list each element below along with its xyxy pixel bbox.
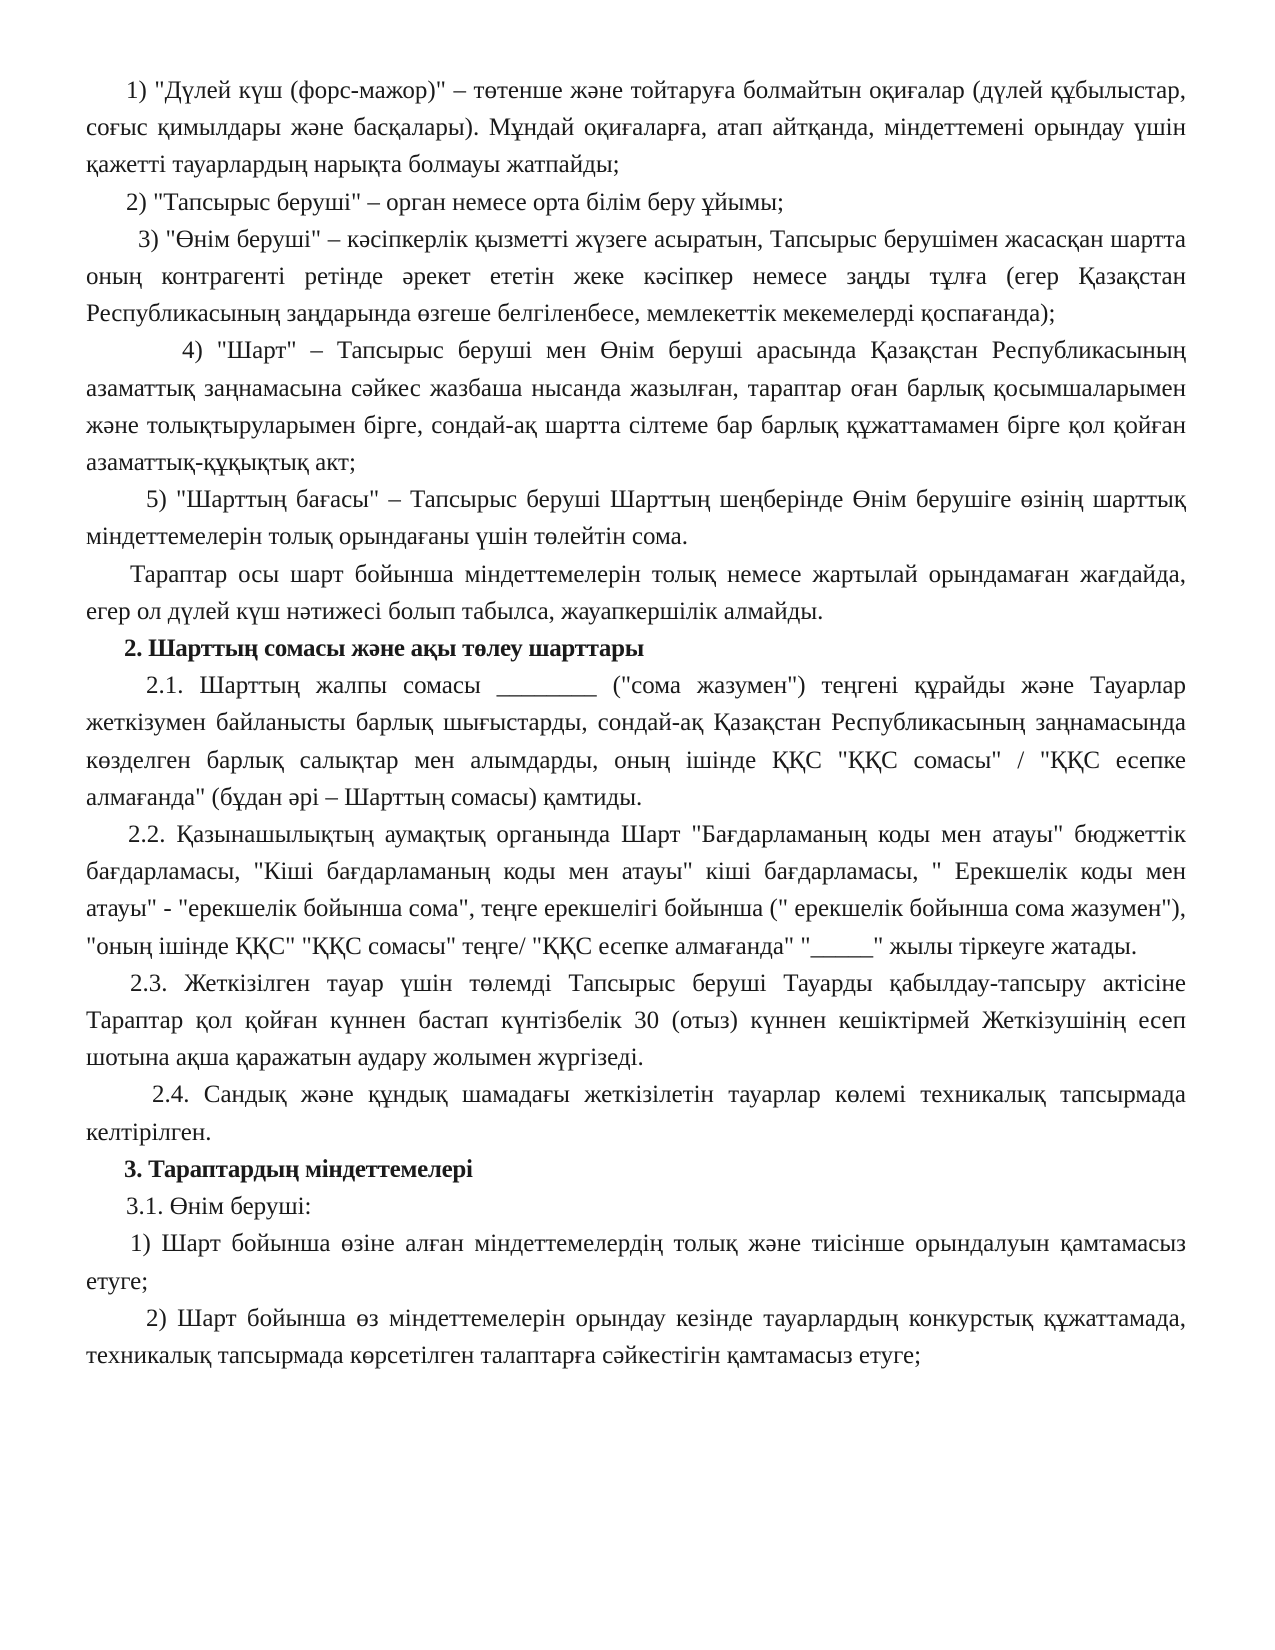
clause-2-3: 2.3. Жеткізілген тауар үшін төлемді Тапсырыс беруші Тауарды қабылдау-тапсыру актісіне Тараптар қол қойған күннен бастап күнтізбелік 30 (отыз) күннен кешіктірмей Жеткізушінің есеп шотына ақша қаражатын аудару жолымен жүргізеді. <box>86 969 1186 1072</box>
clause-3-1-label: 3.1. Өнім беруші: <box>126 1193 312 1221</box>
clause-2-2: 2.2. Қазынашылықтың аумақтық органында Шарт "Бағдарламаның коды мен атауы" бюджеттік бағдарламасы, "Кіші бағдарламаның коды мен атауы" кіші бағдарламасы, " Ерекшелік коды мен атауы" - "ерекшелік бойынша сома", теңге ерекшелігі бойынша (" ерекшелік бойынша сома жазумен"), "оның ішінде ҚҚС" "ҚҚС сомасы" теңге/ "ҚҚС есепке алмағанда" "_____" жылы тіркеуге жатады. <box>86 821 1186 960</box>
clause-3-1-item-1: 1) Шарт бойынша өзіне алған міндеттемелердің толық және тиісінше орындалуын қамтамасыз етуге; <box>86 1230 1186 1295</box>
clause-2-4: 2.4. Сандық және құндық шамадағы жеткізілетін тауарлар көлемі техникалық тапсырмада келтірілген. <box>86 1081 1186 1146</box>
definition-force-majeure: 1) "Дүлей күш (форс-мажор)" – төтенше және тойтаруға болмайтын оқиғалар (дүлей құбылыстар, соғыс қимылдары және басқалары). Мұндай оқиғаларға, атап айтқанда, міндеттемені орындау үшін қажетті тауарлардың нарықта болмауы жатпайды; <box>86 77 1186 179</box>
clause-3-1-item-2: 2) Шарт бойынша өз міндеттемелерін орындау кезінде тауарлардың конкурстық құжаттамада, техникалық тапсырмада көрсетілген талаптарға сәйкестігін қамтамасыз етуге; <box>86 1304 1186 1369</box>
force-majeure-clause: Тараптар осы шарт бойынша міндеттемелерін толық немесе жартылай орындамаған жағдайда, егер ол дүлей күш нәтижесі болып табылса, жауапкершілік алмайды. <box>86 560 1186 625</box>
definition-customer: 2) "Тапсырыс беруші" – орган немесе орта білім беру ұйымы; <box>126 188 784 216</box>
section-3-heading: 3. Тараптардың міндеттемелері <box>124 1155 473 1183</box>
section-2-heading: 2. Шарттың сомасы және ақы төлеу шарттары <box>124 635 644 663</box>
definition-supplier: 3) "Өнім беруші" – кәсіпкерлік қызметті жүзеге асыратын, Тапсырыс берушімен жасасқан шартта оның контрагенті ретінде әрекет ететін жеке кәсіпкер немесе заңды тұлға (егер Қазақстан Республикасының заңдарында өзгеше белгіленбесе, мемлекеттік мекемелерді қоспағанда); <box>86 225 1186 328</box>
document-page <box>86 72 1186 1374</box>
clause-2-1: 2.1. Шарттың жалпы сомасы ________ ("сома жазумен") теңгені құрайды және Тауарлар жеткізумен байланысты барлық шығыстарды, сондай-ақ Қазақстан Республикасының заңнамасында көзделген барлық салықтар мен алымдарды, оның ішінде ҚҚС "ҚҚС сомасы" / "ҚҚС есепке алмағанда" (бұдан әрі – Шарттың сомасы) қамтиды. <box>86 672 1186 811</box>
definition-contract-price: 5) "Шарттың бағасы" – Тапсырыс беруші Шарттың шеңберінде Өнім берушіге өзінің шарттық міндеттемелерін толық орындағаны үшін төлейтін сома. <box>86 486 1186 551</box>
definition-contract: 4) "Шарт" – Тапсырыс беруші мен Өнім беруші арасында Қазақстан Республикасының азаматтық заңнамасына сәйкес жазбаша нысанда жазылған, тараптар оған барлық қосымшаларымен және толықтыруларымен бірге, сондай-ақ шартта сілтеме бар барлық құжаттамамен бірге қол қойған азаматтық-құқықтық акт; <box>86 337 1186 477</box>
